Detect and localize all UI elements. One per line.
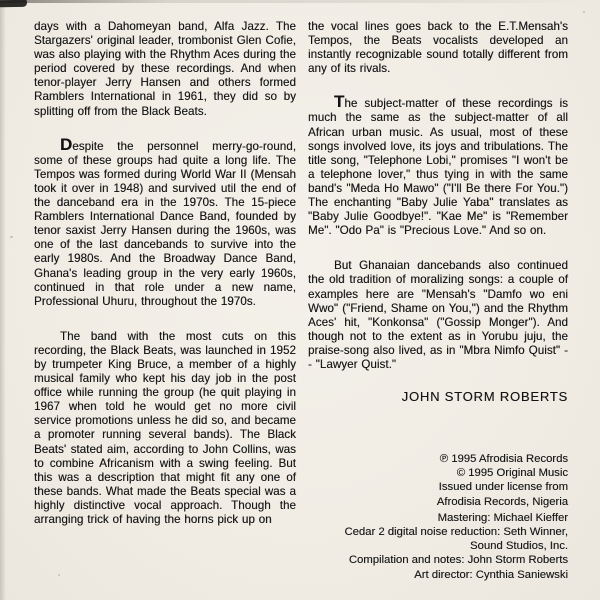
scan-speck <box>10 236 13 238</box>
credit-line-label: Afrodisia Records, Nigeria <box>436 495 568 508</box>
credit-line-license: Issued under license from <box>438 481 568 494</box>
scan-edge-left <box>0 0 6 600</box>
scan-speck <box>583 11 585 13</box>
scan-mark-topleft <box>0 0 27 7</box>
scan-edge-top <box>0 0 600 3</box>
credits-block <box>308 452 568 582</box>
credit-line-compilation: Compilation and notes: John Storm Roberts <box>348 554 568 567</box>
paragraph-subject-matter <box>308 93 568 238</box>
paragraph-text: The band with the most cuts on this recording, the Black Beats, was launched in 1952 by trumpeter King Bruce, a member of a highly musical family who kept his day job in the post office while running the group (he quit playing in 1967 when told he would get no more civil service promotions unless he did so, and became a promoter running several bands). The Black Beats' stated aim, according to John Collins, was to combine Africanism with a swing feeling. But this was a description that might fit any one of these bands. What made the Beats special was a highly distinctive vocal approach. Though the arranging trick of having the horns pick up on <box>34 329 296 526</box>
paragraph-text: he subject-matter of these recordings is much the same as the subject-matter of all African urban music. As usual, most of these songs involved love, its joys and tribulations. The title song, "Telephone Lobi," promises "I won't be a telephone lover," thus tying in with the same band's "Meda Ho Mawo" ("I'll Be there For You.") The enchanting "Baby Julie Yaba" translates as "Baby Julie Goodbye!". "Kae Me" is "Remember Me". "Odo Pa" is "Precious Love." And so on. <box>308 97 568 238</box>
right-column <box>308 16 568 582</box>
paragraph-black-beats <box>34 326 296 527</box>
paragraph-text: But Ghanaian dancebands also continued the old tradition of moralizing songs: a couple of examples here are "Mensah's "Damfo wo eni Wwo" ("Friend, Shame on You,") and the Rhythm Aces' hit, "Konkonsa" ("Gossip Monger"). And though not to the extent as in Yorubu juju, the praise-song also lived, as in "Mbra Nimfo Quist" -- "Lawyer Quist." <box>308 259 568 371</box>
byline: JOHN STORM ROBERTS <box>401 389 568 405</box>
paragraph-initial: D <box>60 134 73 154</box>
credit-line-phonogram: ℗ 1995 Afrodisia Records <box>439 453 568 466</box>
credit-line-mastering: Mastering: Michael Kieffer <box>437 511 568 524</box>
credit-line-studio: Sound Studios, Inc. <box>470 540 568 553</box>
credit-line-copyright: © 1995 Original Music <box>456 467 568 480</box>
paragraph-text: days with a Dahomeyan band, Alfa Jazz. The Stargazers' original leader, trombonist Glen Cofie, was also playing with the Rhythm Aces during the period covered by these recordings. And when tenor-player Jerry Hansen and others formed Ramblers International in 1961, they did so by splitting off from the Black Beats. <box>34 20 296 118</box>
paragraph-moralizing-songs <box>308 255 568 372</box>
left-column <box>34 16 296 582</box>
text-columns <box>34 16 568 582</box>
paragraph-continued <box>34 16 296 119</box>
paragraph-text: the vocal lines goes back to the E.T.Mensah's Tempos, the Beats vocalists developed an instantly recognizable sound totally different from any of its rivals. <box>308 20 568 76</box>
paragraph-despite <box>34 136 296 309</box>
credit-line-art-director: Art director: Cynthia Saniewski <box>414 568 568 581</box>
credit-line-noise-reduction: Cedar 2 digital noise reduction: Seth Winner, <box>344 526 568 539</box>
paragraph-text: espite the personnel merry-go-round, some of these groups had quite a long life. The Tempos was formed during World War II (Mensah took it over in 1948) and survived util the end of the danceband era in the 1970s. The 15-piece Ramblers International Dance Band, founded by tenor saxist Jerry Hansen during the 1960s, was one of the last dancebands to survive into the early 1980s. And the Broadway Dance Band, Ghana's leading group in the very early 1960s, continued in that role under a new name, Professional Uhuru, throughout the 1970s. <box>34 139 296 308</box>
paragraph-initial: T <box>334 92 345 112</box>
paragraph-continued <box>308 16 568 76</box>
